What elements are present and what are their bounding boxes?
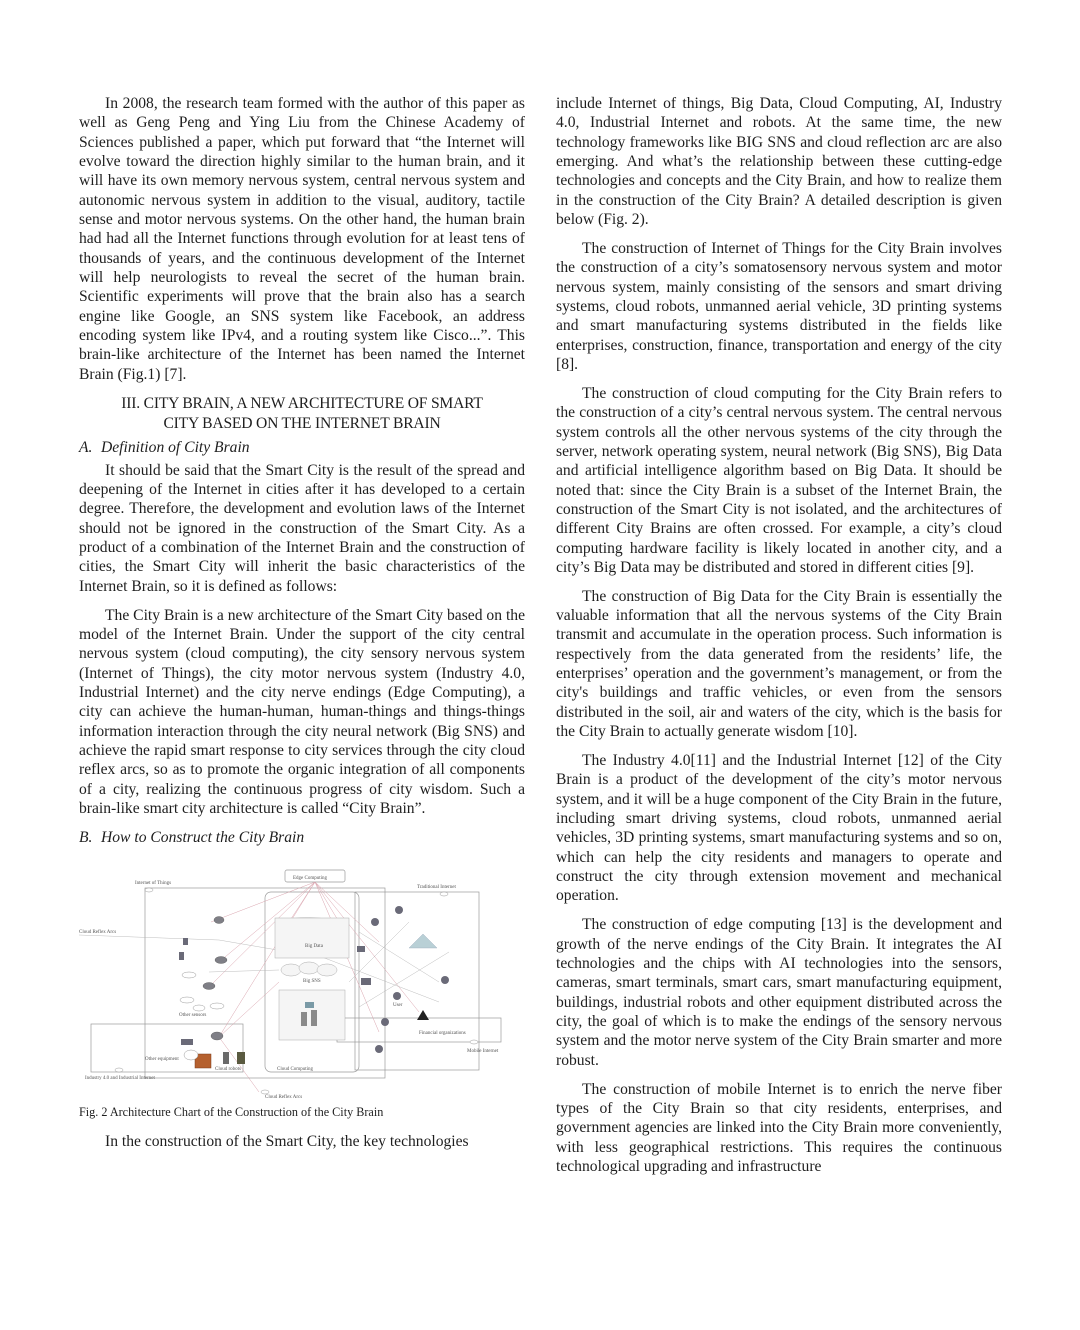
subsection-number: B.: [79, 828, 93, 846]
paragraph-smart-city-result: It should be said that the Smart City is the result of the spread and deepening of the Internet in cities after it has developed to a certain degree. Therefore, the development and evolution laws of the Internet should not be ignored in the construction of the Smart City. As a product of a combination of the Internet Brain and the construction of cities, the Smart City will inherit the basic characteristics of the Internet Brain, so it is defined as follows:: [79, 461, 525, 595]
subsection-heading-a: [79, 438, 525, 458]
industry-label: Industry 4.0 and Industrial Internet: [85, 1075, 155, 1081]
subsection-title: How to Construct the City Brain: [101, 828, 305, 846]
mobile-internet-label: Mobile Internet: [467, 1048, 499, 1054]
subsection-number: A.: [79, 438, 93, 456]
paragraph-internet-of-things: The construction of Internet of Things for the City Brain involves the construction of a city’s somatosensory nervous system and motor nervous system, mainly consisting of the sensors and smart driving systems, cloud robots, unmanned aerial vehicle, 3D printing systems and smart manufacturing systems distributed in the fields like enterprises, construction, finance, transportation and energy of the city [8].: [556, 239, 1002, 373]
paragraph-key-technologies: In the construction of the Smart City, the key technologies: [105, 1132, 469, 1150]
right-column: [556, 94, 1002, 1186]
subsection-heading-b: [79, 828, 525, 848]
cloud-computing-label: Cloud Computing: [277, 1066, 313, 1072]
architecture-diagram: [79, 862, 525, 1098]
financial-label: Financial organizations: [419, 1030, 466, 1036]
section-heading-line2: CITY BASED ON THE INTERNET BRAIN: [163, 414, 441, 432]
user-label: User: [393, 1002, 403, 1008]
other-equipment-label: Other equipment: [145, 1056, 179, 1062]
paragraph-edge-computing: The construction of edge computing [13] is the development and growth of the nerve endings of the City Brain. It integrates the AI technologies and the chips with AI technologies into the sensors, cameras, smart terminals, smart cars, smart manufacturing equipment, buildings, industrial robots and other equipment distributed across the city, the goal of which is to make the endings of the sensory nervous system and the motor nerve system of the City Brain smarter and more robust.: [556, 916, 1002, 1069]
paragraph-big-data: The construction of Big Data for the City Brain is essentially the valuable information that all the nervous systems of the City Brain transmit and accumulate in the operation process. Such information is respectively from the data generated from the residents’ life, the enterprises’ operation and the government’s management, or from the city's buildings and traffic vehicles, or even from the sensors distributed in the soil, air and waters of the city, which is the basis for the City Brain to actually generate wisdom [10].: [556, 587, 1002, 741]
cloud-reflex-arcs-left-label: Cloud Reflex Arcs: [79, 929, 117, 935]
paragraph-industry-4: The Industry 4.0[11] and the Industrial Internet [12] of the City Brain is a product of the development of the city’s motor nervous system, and it will be a huge component of the City Brain in the future, including smart driving systems, cloud robots, unmanned aerial vehicles, 3D printing systems, smart manufacturing systems and so on, which can help the city residents and managers to operate and construct the city through extension movement and mechanical operation.: [556, 752, 1002, 905]
section-heading-iii: [79, 394, 525, 434]
big-sns-label: Big SNS: [303, 978, 321, 984]
section-heading-line1: III. CITY BRAIN, A NEW ARCHITECTURE OF SMART: [121, 394, 483, 412]
paragraph-key-technologies-continued: include Internet of things, Big Data, Cloud Computing, AI, Industry 4.0, Industrial Internet and robots. At the same time, the new technology frameworks like BIG SNS and cloud reflection arc are also emerging. And what’s the relationship between these cutting-edge technologies and concepts and the City Brain, and how to realize them in the construction of the City Brain? A detailed description is given below (Fig. 2).: [556, 95, 1002, 229]
cloud-robots-label: Cloud robots: [215, 1066, 241, 1072]
big-data-label: Big Data: [305, 943, 323, 949]
left-column: [79, 94, 525, 1161]
figure-architecture-chart: [79, 862, 525, 1098]
paragraph-city-brain-definition: The City Brain is a new architecture of the Smart City based on the model of the Internet Brain. Under the support of the city central nervous system (cloud computing), the city sensory nervous system (Internet of Things), the city motor nervous system (Industry 4.0, Industrial Internet) and the city nerve endings (Edge Computing), a city can achieve the human-human, human-things and things-things information interaction through the city neural network (Big SNS) and achieve the rapid smart response to city services through the city cloud reflex arcs, so as to promote the organic integration of all components of a city, realizing the continuous progress of city wisdom. Such a brain-like smart city architecture is called “City Brain”.: [79, 606, 525, 817]
other-sensors-label: Other sensors: [179, 1012, 207, 1018]
figure-caption: Fig. 2 Architecture Chart of the Construction of the City Brain: [79, 1104, 384, 1119]
paragraph-cloud-computing: The construction of cloud computing for the City Brain refers to the construction of a city’s central nervous system. The central nervous system controls all the other nervous systems of the city through the server, network operating system, neural network (Big SNS), Big Data and artificial intelligence algorithm based on Big Data. It should be noted that: since the City Brain is a subset of the Internet Brain, the construction of the Smart City is not isolated, and the architectures of different City Brains are often crossed. For example, a city’s cloud computing hardware facility is likely located in another city, and a city’s Big Data may be distributed and stored in different cities [9].: [556, 384, 1002, 576]
cloud-reflex-arcs-bottom-label: Cloud Reflex Arcs: [265, 1094, 303, 1098]
iot-label: Internet of Things: [135, 880, 172, 886]
paragraph-internet-brain-history: In 2008, the research team formed with the author of this paper as well as Geng Peng and Ying Liu from the Chinese Academy of Sciences published a paper, which put forward that “the Internet will evolve toward the direction highly similar to the human brain, and it will have its own memory nervous system, central nervous system and autonomic nervous system in addition to the visual, auditory, tactile sense and motor nervous systems. On the other hand, the human brain had had all the Internet functions through evolution for at least tens of thousands of years, and the continuous development of the Internet will help neurologists to reveal the secret of the human brain. Scientific experiments will prove that the brain also has a search engine like Google, an SNS system like Facebook, an address encoding system like IPv4, and a routing system like Cisco...”. This brain-like architecture of the Internet has been named the Internet Brain (Fig.1) [7].: [79, 95, 525, 383]
paragraph-mobile-internet: The construction of mobile Internet is to enrich the nerve fiber types of the City Brain so that city residents, enterprises, and government agencies are linked into the City Brain more conveniently, with less geographical restrictions. This requires the continuous technological upgrading and infrastructure: [556, 1080, 1002, 1175]
subsection-title: Definition of City Brain: [101, 438, 250, 456]
edge-computing-label: Edge Computing: [293, 875, 328, 881]
traditional-internet-label: Traditional Internet: [417, 884, 456, 890]
